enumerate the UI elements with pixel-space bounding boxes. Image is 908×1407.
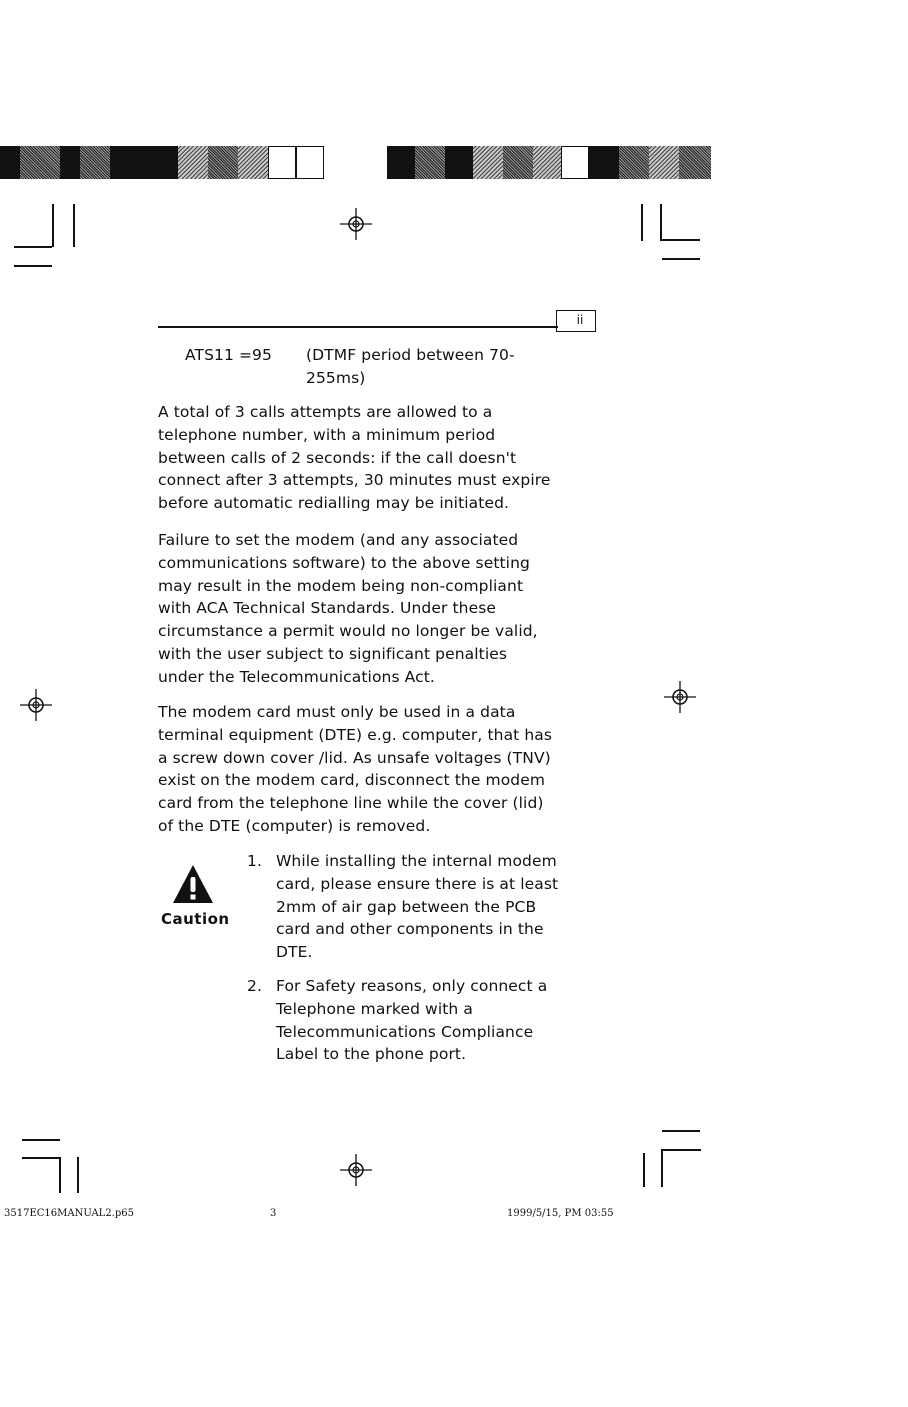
paragraph-line: before automatic redialling may be initiated. [158, 494, 510, 513]
caution-item-line: While installing the internal modem [276, 852, 557, 870]
paragraph-dte-safety [158, 701, 578, 838]
paragraph-line: under the Telecommunications Act. [158, 667, 435, 686]
paragraph-line: with the user subject to significant penalties [158, 644, 508, 663]
paragraph-line: telephone number, with a minimum period [158, 425, 496, 444]
paragraph-line: A total of 3 calls attempts are allowed to a [158, 403, 493, 421]
setting-description-line2: 255ms) [306, 368, 366, 387]
footer-timestamp: 1999/5/15, PM 03:55 [507, 1208, 614, 1219]
caution-warning-icon [172, 864, 214, 904]
page-tab-label: ii [576, 313, 584, 327]
registration-mark-right-icon [662, 679, 698, 715]
paragraph-line: exist on the modem card, disconnect the modem [158, 771, 546, 790]
registration-mark-top-icon [338, 206, 374, 242]
caution-label: Caution [161, 910, 230, 928]
paragraph-line: a screw down cover /lid. As unsafe voltages (TNV) [158, 748, 551, 767]
caution-item-line: Telecommunications Compliance [276, 1022, 534, 1041]
registration-mark-bottom-icon [338, 1152, 374, 1188]
footer-page-number: 3 [270, 1208, 277, 1219]
registration-mark-left-icon [18, 687, 54, 723]
paragraph-line: circumstance a permit would no longer be valid, [158, 622, 538, 641]
setting-description-line1: (DTMF period between 70- [306, 346, 515, 364]
caution-item-line: Telephone marked with a [276, 999, 473, 1018]
paragraph-line: communications software) to the above setting [158, 553, 530, 572]
paragraph-call-attempts [158, 401, 578, 515]
caution-item-number: 1. [247, 852, 262, 870]
paragraph-line: card from the telephone line while the cover (lid) [158, 794, 544, 813]
footer-filename: 3517EC16MANUAL2.p65 [4, 1208, 134, 1219]
paragraph-compliance [158, 529, 578, 689]
caution-item-line: For Safety reasons, only connect a [276, 977, 548, 995]
paragraph-line: with ACA Technical Standards. Under these [158, 599, 497, 618]
caution-item-line: card, please ensure there is at least [276, 874, 559, 893]
paragraph-line: of the DTE (computer) is removed. [158, 816, 431, 835]
caution-item-number: 2. [247, 977, 262, 995]
caution-item-line: DTE. [276, 943, 313, 962]
paragraph-line: Failure to set the modem (and any associated [158, 531, 519, 549]
paragraph-line: terminal equipment (DTE) e.g. computer, that has [158, 725, 553, 744]
setting-name: ATS11 =95 [185, 346, 272, 364]
page-tab [556, 310, 596, 332]
header-rule [158, 326, 558, 328]
caution-item-line: Label to the phone port. [276, 1045, 467, 1064]
paragraph-line: may result in the modem being non-compliant [158, 576, 524, 595]
paragraph-line: connect after 3 attempts, 30 minutes must expire [158, 471, 551, 490]
paragraph-line: between calls of 2 seconds: if the call doesn't [158, 448, 517, 467]
caution-item-line: card and other components in the [276, 920, 544, 939]
paragraph-line: The modem card must only be used in a data [158, 703, 516, 721]
caution-item-line: 2mm of air gap between the PCB [276, 897, 537, 916]
